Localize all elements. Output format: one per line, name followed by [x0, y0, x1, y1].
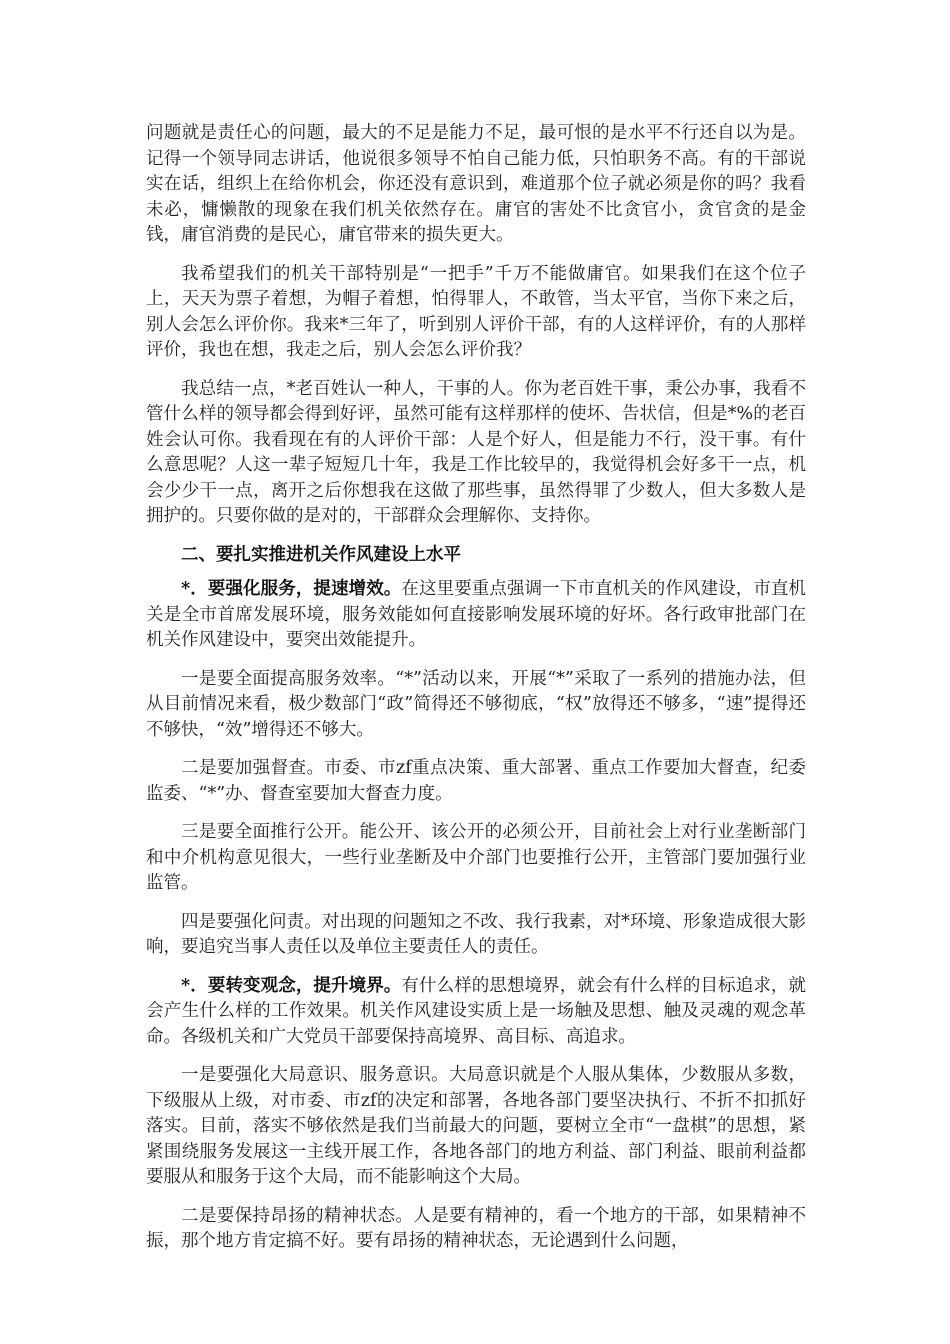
paragraph-lead: *．要转变观念，提升境界。: [181, 975, 402, 996]
document-page: [146, 121, 806, 1268]
section-heading: 二、要扎实推进机关作风建设上水平: [181, 544, 461, 565]
body-paragraph: 四是要强化问责。对出现的问题知之不改、我行我素，对*环境、形象造成很大影响，要追究当事人责任以及单位主要责任人的责任。: [146, 911, 806, 957]
body-paragraph: 二是要保持昂扬的精神状态。人是要有精神的，看一个地方的干部，如果精神不振，那个地方肯定搞不好。要有昂扬的精神状态，无论遇到什么问题，: [146, 1205, 806, 1251]
body-paragraph: [146, 974, 806, 1051]
body-paragraph: 问题就是责任心的问题，最大的不足是能力不足，最可恨的是水平不行还自以为是。记得一个领导同志讲话，他说很多领导不怕自己能力低，只怕职务不高。有的干部说实在话，组织上在给你机会，你还没有意识到，难道那个位子就必须是你的吗？我看未必，慵懒散的现象在我们机关依然存在。庸官的害处不比贪官小，贪官贪的是金钱，庸官消费的是民心，庸官带来的损失更大。: [146, 123, 806, 245]
paragraph-text: 有什么样的思想境界，就会有什么样的目标追求，就会产生什么样的工作效果。机关作风建设实质上是一场触及思想、触及灵魂的观念革命。各级机关和广大党员干部要保持高境界、高目标、高追求。: [146, 975, 807, 1047]
body-paragraph: 我总结一点，*老百姓认一种人，干事的人。你为老百姓干事，秉公办事，我看不管什么样的领导都会得到好评，虽然可能有这样那样的使坏、告状信，但是*%的老百姓会认可你。我看现在有的人评价干部：人是个好人，但是能力不行，没干事。有什么意思呢？人这一辈子短短几十年，我是工作比较早的，我觉得机会好多干一点，机会少少干一点，离开之后你想我在这做了那些事，虽然得罪了少数人，但大多数人是拥护的。只要你做的是对的，干部群众会理解你、支持你。: [146, 378, 806, 526]
body-paragraph: 一是要强化大局意识、服务意识。大局意识就是个人服从集体，少数服从多数，下级服从上级，对市委、市zf的决定和部署，各地各部门要坚决执行、不折不扣抓好落实。目前，落实不够依然是我们当前最大的问题，要树立全市“一盘棋”的思想，紧紧围绕服务发展这一主线开展工作，各地各部门的地方利益、部门利益、眼前利益都要服从和服务于这个大局，而不能影响这个大局。: [146, 1065, 806, 1187]
body-paragraph: 我希望我们的机关干部特别是“一把手”千万不能做庸官。如果我们在这个位子上，天天为票子着想，为帽子着想，怕得罪人，不敢管，当太平官，当你下来之后，别人会怎么评价你。我来*三年了，听到别人评价干部，有的人这样评价，有的人那样评价，我也在想，我走之后，别人会怎么评价我？: [146, 263, 806, 360]
body-paragraph: 一是要全面提高服务效率。“*”活动以来，开展“*”采取了一系列的措施办法，但从目前情况来看，极少数部门“政”简得还不够彻底，“权”放得还不够多，“速”提得还不够快，“效”增得还不够大。: [146, 668, 806, 740]
paragraph-lead: *．要强化服务，提速增效。: [181, 579, 402, 599]
body-paragraph: [146, 577, 806, 654]
body-paragraph: 二是要加强督查。市委、市zf重点决策、重大部署、重点工作要加大督查，纪委监委、“*”办、督查室要加大督查力度。: [146, 758, 806, 804]
paragraph-text: 在这里要重点强调一下市直机关的作风建设，市直机关是全市首席发展环境，服务效能如何直接影响发展环境的好坏。各行政审批部门在机关作风建设中，要突出效能提升。: [146, 579, 807, 650]
body-paragraph: 三是要全面推行公开。能公开、该公开的必须公开，目前社会上对行业垄断部门和中介机构意见很大，一些行业垄断及中介部门也要推行公开，主管部门要加强行业监管。: [146, 822, 806, 893]
